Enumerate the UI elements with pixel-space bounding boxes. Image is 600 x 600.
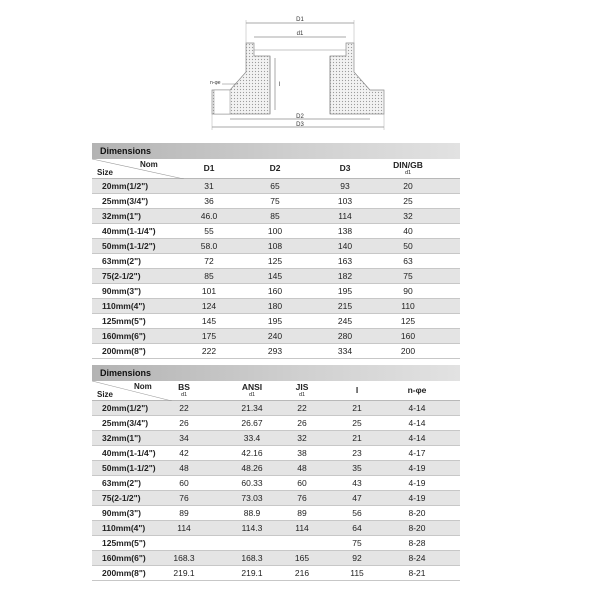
value-cell: 75 (270, 196, 280, 206)
header-label: D2 (269, 163, 281, 173)
size-cell: 75(2-1/2") (102, 493, 141, 503)
value-cell: 85 (204, 271, 214, 281)
table-row (92, 344, 460, 359)
value-cell: 8-28 (408, 538, 426, 548)
value-cell: 35 (352, 463, 362, 473)
value-cell: 85 (270, 211, 280, 221)
value-cell: 75 (403, 271, 413, 281)
corner-nom-label: Nom (140, 160, 158, 169)
value-cell: 60 (297, 478, 307, 488)
table-row (92, 254, 460, 269)
table2-header-3 (290, 381, 314, 400)
value-cell: 8-21 (408, 568, 426, 578)
value-cell: 26.67 (241, 418, 263, 428)
table-1-corner-cell (92, 159, 184, 178)
table-row (92, 491, 460, 506)
corner-size-label: Size (97, 390, 114, 399)
value-cell: 88.9 (243, 508, 261, 518)
header-label: D1 (203, 163, 215, 173)
size-cell: 20mm(1/2") (102, 403, 149, 413)
value-cell: 145 (201, 316, 217, 326)
value-cell: 222 (201, 346, 217, 356)
value-cell: 219.1 (173, 568, 195, 578)
label-l: l (279, 82, 281, 88)
value-cell: 63 (403, 256, 413, 266)
table-1-title: Dimensions (92, 143, 460, 159)
table-row (92, 284, 460, 299)
value-cell: 4-19 (408, 493, 426, 503)
size-cell: 40mm(1-1/4") (102, 226, 156, 236)
size-cell: 50mm(1-1/2") (102, 463, 156, 473)
value-cell: 23 (352, 448, 362, 458)
value-cell: 160 (400, 331, 416, 341)
corner-nom-label: Nom (134, 382, 152, 391)
value-cell: 219.1 (241, 568, 263, 578)
value-cell: 8-20 (408, 523, 426, 533)
table-1-header-row (92, 159, 460, 179)
value-cell: 22 (179, 403, 189, 413)
value-cell: 43 (352, 478, 362, 488)
value-cell: 240 (267, 331, 283, 341)
table-row (92, 461, 460, 476)
value-cell: 168.3 (241, 553, 263, 563)
value-cell: 40 (403, 226, 413, 236)
value-cell: 72 (204, 256, 214, 266)
value-cell: 60.33 (241, 478, 263, 488)
table-row (92, 299, 460, 314)
value-cell (172, 536, 196, 550)
value-cell: 25 (352, 418, 362, 428)
value-cell: 46.0 (200, 211, 218, 221)
size-cell: 50mm(1-1/2") (102, 241, 156, 251)
value-cell: 4-17 (408, 448, 426, 458)
size-cell: 90mm(3") (102, 286, 141, 296)
value-cell: 216 (294, 568, 310, 578)
table-row (92, 416, 460, 431)
value-cell: 293 (267, 346, 283, 356)
value-cell: 65 (270, 181, 280, 191)
value-cell: 140 (337, 241, 353, 251)
value-cell: 25 (403, 196, 413, 206)
value-cell: 76 (179, 493, 189, 503)
table-row (92, 269, 460, 284)
size-cell: 32mm(1") (102, 211, 141, 221)
size-cell: 25mm(3/4") (102, 196, 149, 206)
size-cell: 63mm(2") (102, 478, 141, 488)
value-cell: 108 (267, 241, 283, 251)
table-row (92, 239, 460, 254)
value-cell: 33.4 (243, 433, 261, 443)
value-cell: 89 (297, 508, 307, 518)
value-cell: 8-20 (408, 508, 426, 518)
size-cell: 125mm(5") (102, 316, 146, 326)
value-cell: 175 (201, 331, 217, 341)
value-cell: 125 (267, 256, 283, 266)
dimensions-table-2 (92, 365, 460, 581)
table1-header-3 (320, 159, 370, 178)
value-cell: 26 (297, 418, 307, 428)
header-label: D3 (339, 163, 351, 173)
label-D1-top: D1 (296, 17, 304, 23)
table-2-header-row (92, 381, 460, 401)
size-cell: 200mm(8") (102, 568, 146, 578)
table2-header-2 (222, 381, 282, 400)
table-2-title: Dimensions (92, 365, 460, 381)
value-cell: 163 (337, 256, 353, 266)
value-cell: 21 (352, 433, 362, 443)
table2-header-1 (172, 381, 196, 400)
table-row (92, 506, 460, 521)
value-cell: 22 (297, 403, 307, 413)
table-row (92, 521, 460, 536)
value-cell: 101 (201, 286, 217, 296)
table-row (92, 476, 460, 491)
value-cell: 103 (337, 196, 353, 206)
header-sub-label: d1 (404, 170, 412, 176)
value-cell: 145 (267, 271, 283, 281)
value-cell: 114 (177, 523, 191, 533)
table-row (92, 566, 460, 581)
value-cell: 124 (201, 301, 217, 311)
table-row (92, 446, 460, 461)
value-cell: 38 (297, 448, 307, 458)
table2-header-5 (397, 381, 437, 400)
table-row (92, 179, 460, 194)
header-label: n-φe (407, 385, 427, 395)
value-cell: 48 (297, 463, 307, 473)
value-cell: 47 (352, 493, 362, 503)
header-sub-label: d1 (180, 392, 188, 398)
value-cell: 138 (337, 226, 353, 236)
value-cell: 4-19 (408, 478, 426, 488)
value-cell: 114 (338, 211, 352, 221)
value-cell: 92 (352, 553, 362, 563)
table-row (92, 551, 460, 566)
value-cell: 100 (267, 226, 283, 236)
value-cell: 48 (179, 463, 189, 473)
table-row (92, 329, 460, 344)
size-cell: 160mm(6") (102, 331, 146, 341)
value-cell: 21 (352, 403, 362, 413)
value-cell: 165 (294, 553, 310, 563)
table-row (92, 401, 460, 416)
value-cell: 114.3 (241, 523, 263, 533)
table-2-corner-cell (92, 381, 184, 400)
size-cell: 75(2-1/2") (102, 271, 141, 281)
value-cell: 125 (400, 316, 416, 326)
value-cell: 4-14 (408, 403, 426, 413)
header-sub-label: d1 (248, 392, 256, 398)
size-cell: 110mm(4") (102, 301, 146, 311)
value-cell: 4-14 (408, 433, 426, 443)
value-cell: 58.0 (200, 241, 218, 251)
value-cell: 48.26 (241, 463, 263, 473)
value-cell: 32 (297, 433, 307, 443)
table-row (92, 536, 460, 551)
table1-header-4 (378, 159, 438, 178)
table-row (92, 224, 460, 239)
value-cell: 76 (297, 493, 307, 503)
size-cell: 90mm(3") (102, 508, 141, 518)
dimensions-table-1 (92, 143, 460, 359)
header-label: BS (178, 382, 190, 392)
table2-header-4 (342, 381, 372, 400)
size-cell: 25mm(3/4") (102, 418, 149, 428)
value-cell: 60 (179, 478, 189, 488)
header-label: DIN/GB (393, 160, 423, 170)
value-cell: 75 (352, 538, 362, 548)
size-cell: 200mm(8") (102, 346, 146, 356)
header-label: l (355, 385, 359, 395)
size-cell: 110mm(4") (102, 523, 146, 533)
table1-header-2 (250, 159, 300, 178)
value-cell: 8-24 (408, 553, 426, 563)
size-cell: 32mm(1") (102, 433, 141, 443)
value-cell: 34 (179, 433, 189, 443)
size-cell: 160mm(6") (102, 553, 146, 563)
value-cell: 245 (337, 316, 353, 326)
value-cell: 42 (179, 448, 189, 458)
label-D3: D3 (296, 122, 304, 128)
value-cell: 50 (403, 241, 413, 251)
table-row (92, 194, 460, 209)
value-cell: 20 (403, 181, 413, 191)
value-cell: 90 (403, 286, 413, 296)
label-d1: d1 (296, 31, 304, 37)
value-cell: 168.3 (173, 553, 195, 563)
value-cell: 114 (295, 523, 309, 533)
value-cell: 32 (403, 211, 413, 221)
value-cell: 115 (350, 568, 364, 578)
size-cell: 125mm(5") (102, 538, 146, 548)
value-cell: 26 (179, 418, 189, 428)
value-cell: 31 (204, 181, 214, 191)
table-row (92, 431, 460, 446)
corner-size-label: Size (97, 168, 114, 177)
value-cell: 200 (400, 346, 416, 356)
header-label: JIS (295, 382, 309, 392)
header-label: ANSI (241, 382, 263, 392)
size-cell: 40mm(1-1/4") (102, 448, 156, 458)
value-cell: 36 (204, 196, 214, 206)
table1-header-1 (184, 159, 234, 178)
value-cell: 280 (337, 331, 353, 341)
value-cell: 42.16 (241, 448, 263, 458)
value-cell: 180 (267, 301, 283, 311)
value-cell: 89 (179, 508, 189, 518)
table-row (92, 314, 460, 329)
value-cell (290, 536, 314, 550)
value-cell: 55 (204, 226, 214, 236)
value-cell: 4-14 (408, 418, 426, 428)
value-cell: 195 (337, 286, 353, 296)
value-cell: 334 (337, 346, 353, 356)
value-cell (222, 536, 282, 550)
value-cell: 4-19 (408, 463, 426, 473)
value-cell: 64 (352, 523, 362, 533)
value-cell: 215 (337, 301, 353, 311)
flange-cross-section-drawing (200, 10, 400, 134)
value-cell: 73.03 (241, 493, 263, 503)
size-cell: 63mm(2") (102, 256, 141, 266)
value-cell: 160 (267, 286, 283, 296)
value-cell: 56 (352, 508, 362, 518)
label-n-phi-e: n-φe (210, 80, 221, 86)
value-cell: 195 (267, 316, 283, 326)
size-cell: 20mm(1/2") (102, 181, 149, 191)
value-cell: 110 (401, 301, 415, 311)
value-cell: 21.34 (241, 403, 263, 413)
label-D2: D2 (296, 114, 304, 120)
value-cell: 93 (340, 181, 350, 191)
table-row (92, 209, 460, 224)
header-sub-label: d1 (298, 392, 306, 398)
value-cell: 182 (337, 271, 353, 281)
